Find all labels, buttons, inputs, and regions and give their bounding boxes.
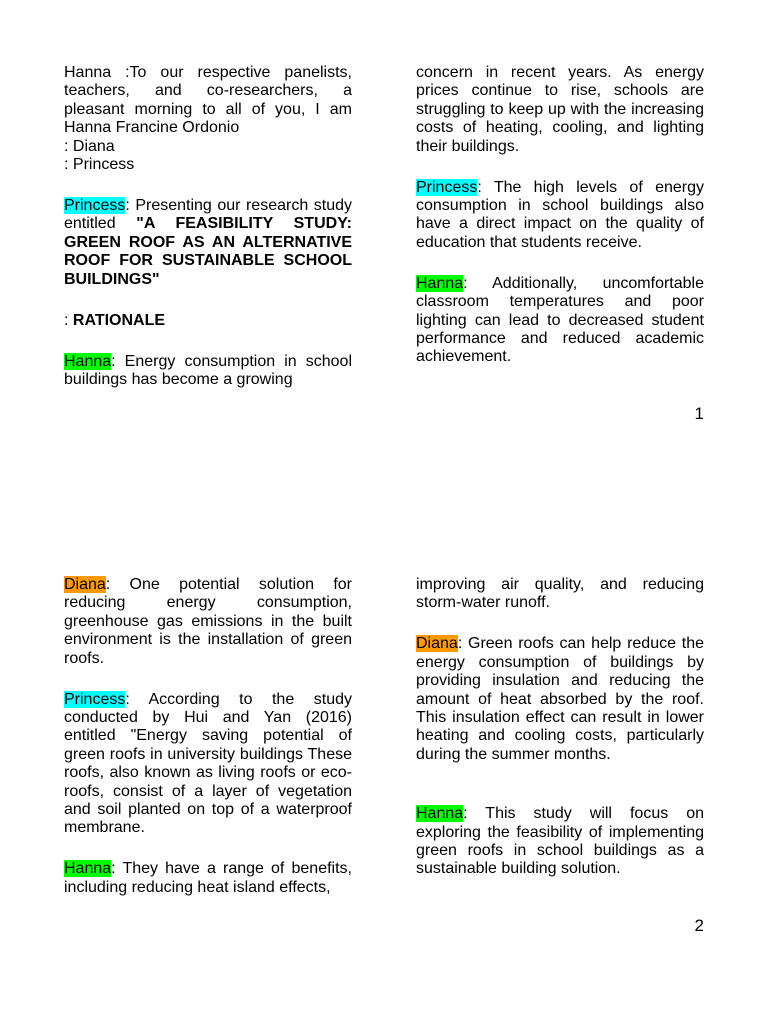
benefits-paragraph	[64, 860, 352, 897]
paragraph-text: : Additionally, uncomfortable classroom temperatures and poor lighting can lead to decreased student performance and reduced academic achievement.	[416, 274, 704, 366]
page-number-1: 1	[694, 404, 704, 423]
insulation-paragraph	[416, 635, 704, 764]
air-quality-paragraph	[416, 576, 704, 613]
classroom-paragraph	[416, 275, 704, 367]
page-2-left-column	[64, 576, 352, 897]
title-paragraph	[64, 197, 352, 289]
paragraph-text: : One potential solution for reducing energy consumption, greenhouse gas emissions in the built environment is the installation of green roofs.	[64, 576, 352, 667]
paragraph-text: improving air quality, and reducing storm-water runoff.	[416, 576, 704, 612]
speaker-diana-label: Diana	[64, 576, 106, 593]
page-number-2: 2	[694, 916, 704, 935]
opening-line-1: Hanna :To our respective panelists, teachers, and co-researchers, a pleasant morning to all of you, I am Hanna Francine Ordonio	[64, 64, 352, 137]
speaker-hanna-label: Hanna	[416, 274, 464, 292]
solution-paragraph	[64, 576, 352, 668]
page-1-right-column	[416, 64, 704, 367]
speaker-hanna-label: Hanna	[416, 805, 464, 823]
speaker-princess-label: Princess	[416, 178, 478, 196]
speaker-hanna-label: Hanna	[64, 352, 112, 370]
rationale-paragraph	[64, 312, 352, 330]
page-1-left-column	[64, 64, 352, 389]
opening-line-3: : Princess	[64, 156, 135, 174]
rationale-heading: RATIONALE	[72, 311, 166, 329]
paragraph-text: : The high levels of energy consumption in school buildings also have a direct impact on the quality of education that students receive.	[416, 178, 704, 251]
page-2-right-column	[416, 576, 704, 879]
paragraph-text: : Energy consumption in school buildings has become a growing	[64, 352, 352, 389]
paragraph-text: concern in recent years. As energy prices continue to rise, schools are struggling to keep up with the increasing costs of heating, cooling, and lighting their buildings.	[416, 64, 704, 155]
speaker-hanna-label: Hanna	[64, 860, 112, 878]
paragraph-text: : This study will focus on exploring the feasibility of implementing green roofs in school buildings as a sustainable building solution.	[416, 805, 704, 878]
paragraph-text: : Green roofs can help reduce the energy consumption of buildings by providing insulation and reducing the amount of heat absorbed by the roof. This insulation effect can result in lower heating and cooling costs, particularly during the summer months.	[416, 635, 704, 763]
energy-paragraph	[64, 353, 352, 390]
opening-paragraph	[64, 64, 352, 174]
focus-paragraph	[416, 805, 704, 879]
impact-paragraph	[416, 179, 704, 253]
rationale-prefix: :	[64, 311, 73, 329]
speaker-princess-label: Princess	[64, 197, 126, 215]
opening-line-2: : Diana	[64, 137, 115, 155]
paragraph-text: : They have a range of benefits, including reducing heat island effects,	[64, 860, 352, 896]
concern-paragraph	[416, 64, 704, 156]
study-paragraph	[64, 691, 352, 838]
paragraph-text: : According to the study conducted by Hui and Yan (2016) entitled "Energy saving potential of green roofs in university buildings These roofs, also known as living roofs or eco-roofs, consist of a layer of vegetation and soil planted on top of a waterproof membrane.	[64, 690, 352, 837]
speaker-princess-label: Princess	[64, 690, 126, 708]
speaker-diana-label: Diana	[416, 635, 458, 653]
study-title: "A FEASIBILITY STUDY: GREEN ROOF AS AN ALTERNATIVE ROOF FOR SUSTAINABLE SCHOOL BUILDINGS"	[64, 215, 352, 288]
paragraph-text: : Presenting our research study entitled	[64, 197, 352, 233]
